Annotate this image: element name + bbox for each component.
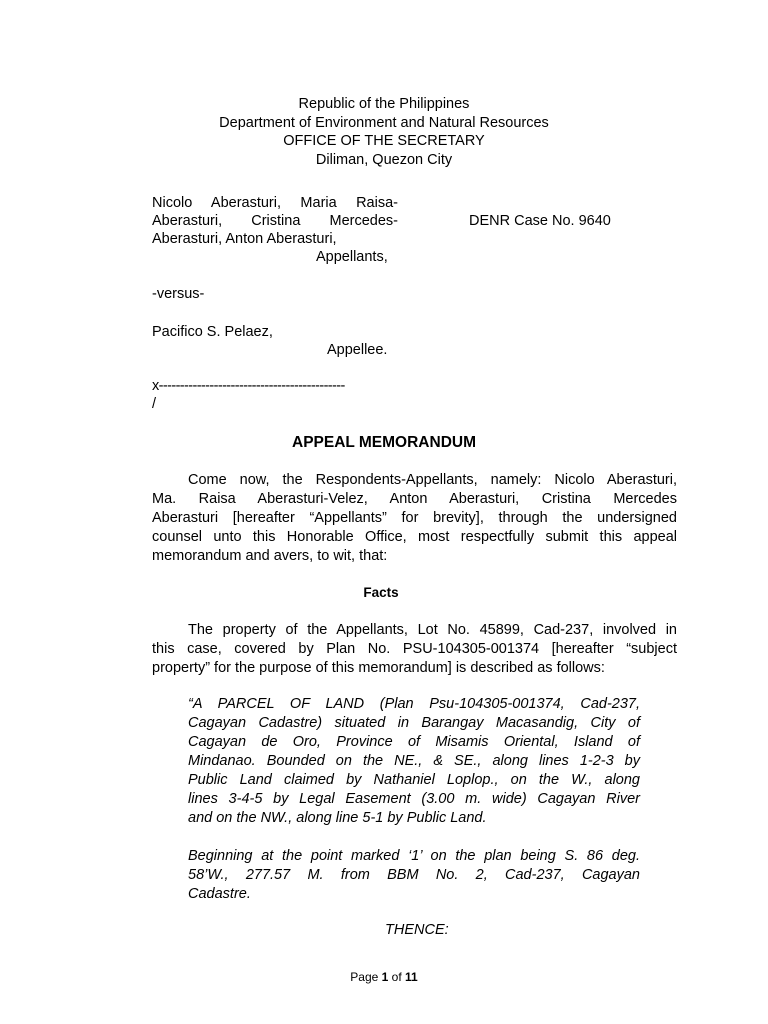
header-republic: Republic of the Philippines [298, 96, 470, 112]
appellee-role: Appellee. [327, 342, 388, 358]
quote-line-5: Public Land claimed by Nathaniel Loplop., on the W., along [188, 772, 640, 788]
page-number-prefix: Page [350, 970, 379, 984]
intro-line-1: Come now, the Respondents-Appellants, namely: Nicolo Aberasturi, [188, 472, 677, 488]
header-department: Department of Environment and Natural Resources [219, 115, 549, 131]
quote-line-7: and on the NW., along line 5-1 by Public Land. [188, 810, 487, 826]
quote2-line-3: Cadastre. [188, 886, 251, 902]
quote-line-2: Cagayan Cadastre) situated in Barangay Macasandig, City of [188, 715, 640, 731]
page-number-total: 11 [405, 970, 418, 984]
quote2-line-1: Beginning at the point marked ‘1’ on the plan being S. 86 deg. [188, 848, 640, 864]
quote-line-6: lines 3-4-5 by Legal Easement (3.00 m. wide) Cagayan River [188, 791, 640, 807]
versus-label: -versus- [152, 286, 205, 302]
quote-line-3: Cagayan de Oro, Province of Misamis Oriental, Island of [188, 734, 640, 750]
facts-line-3: property” for the purpose of this memorandum] is described as follows: [152, 660, 605, 676]
appellee-name: Pacifico S. Pelaez, [152, 324, 273, 340]
intro-line-4: counsel unto this Honorable Office, most respectfully submit this appeal [152, 529, 677, 545]
page-number-of: of [391, 970, 402, 984]
page-number [0, 970, 768, 984]
header-address: Diliman, Quezon City [315, 152, 453, 168]
appellants-line-3: Aberasturi, Anton Aberasturi, [152, 231, 337, 247]
intro-line-2: Ma. Raisa Aberasturi-Velez, Anton Aberasturi, Cristina Mercedes [152, 491, 677, 507]
document-title: APPEAL MEMORANDUM [292, 434, 476, 451]
facts-heading: Facts [363, 585, 399, 600]
intro-line-5: memorandum and avers, to wit, that: [152, 548, 388, 564]
header-office: OFFICE OF THE SECRETARY [283, 133, 485, 149]
facts-line-1: The property of the Appellants, Lot No. 45899, Cad-237, involved in [188, 622, 677, 638]
appellants-line-2: Aberasturi, Cristina Mercedes- [152, 213, 398, 229]
facts-line-2: this case, covered by Plan No. PSU-104305-001374 [hereafter “subject [152, 641, 677, 657]
quote-line-4: Mindanao. Bounded on the NE., & SE., along lines 1-2-3 by [188, 753, 640, 769]
quote-line-1: “A PARCEL OF LAND (Plan Psu-104305-001374, Cad-237, [188, 696, 640, 712]
case-number: DENR Case No. 9640 [469, 213, 611, 229]
intro-line-3: Aberasturi [hereafter “Appellants” for brevity], through the undersigned [152, 510, 677, 526]
appellants-line-1: Nicolo Aberasturi, Maria Raisa- [152, 195, 398, 211]
thence-label: THENCE: [385, 922, 449, 938]
quote2-line-2: 58’W., 277.57 M. from BBM No. 2, Cad-237, Cagayan [188, 867, 640, 883]
caption-separator-end: / [152, 396, 157, 412]
appellants-role: Appellants, [316, 249, 388, 265]
page-number-current: 1 [381, 970, 389, 984]
caption-separator: x-------------------------------------------- [152, 378, 345, 394]
